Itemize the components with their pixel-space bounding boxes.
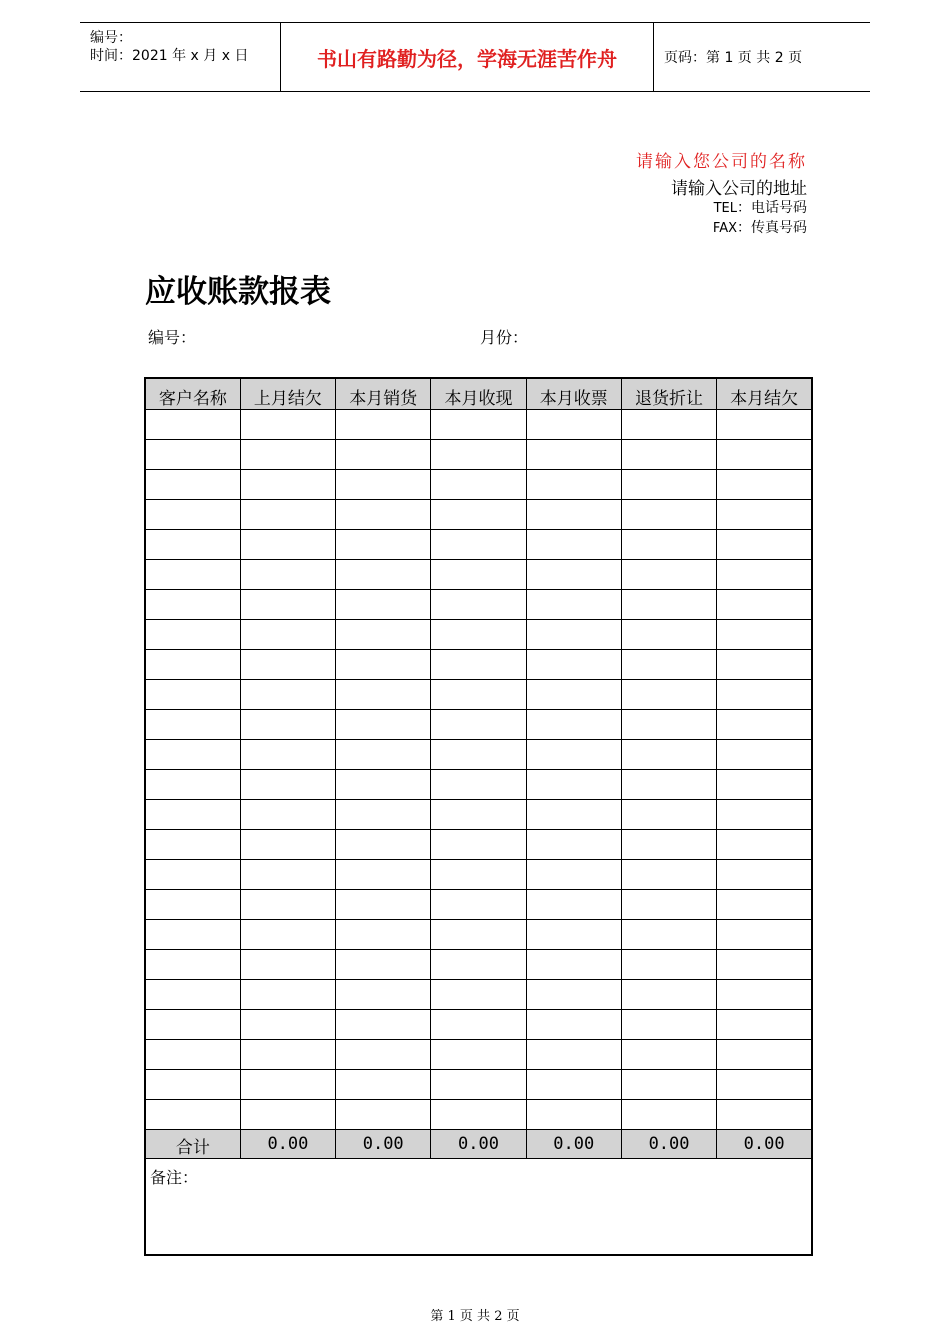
table-cell[interactable] bbox=[526, 440, 621, 470]
table-cell[interactable] bbox=[145, 1070, 240, 1100]
table-cell[interactable] bbox=[621, 860, 716, 890]
table-cell[interactable] bbox=[717, 890, 812, 920]
table-cell[interactable] bbox=[526, 1070, 621, 1100]
table-cell[interactable] bbox=[526, 1100, 621, 1130]
table-cell[interactable] bbox=[717, 1070, 812, 1100]
company-address[interactable]: 请输入公司的地址 bbox=[671, 179, 807, 199]
column-header: 本月结欠 bbox=[717, 378, 812, 410]
table-cell[interactable] bbox=[336, 1010, 431, 1040]
table-row bbox=[145, 530, 812, 560]
table-cell[interactable] bbox=[431, 950, 526, 980]
table-cell[interactable] bbox=[431, 800, 526, 830]
table-cell[interactable] bbox=[526, 530, 621, 560]
table-cell[interactable] bbox=[717, 950, 812, 980]
table-cell[interactable] bbox=[526, 740, 621, 770]
table-cell[interactable] bbox=[431, 470, 526, 500]
table-cell[interactable] bbox=[240, 680, 335, 710]
table-cell[interactable] bbox=[526, 770, 621, 800]
table-row bbox=[145, 890, 812, 920]
table-cell[interactable] bbox=[145, 650, 240, 680]
table-cell[interactable] bbox=[336, 470, 431, 500]
table-cell[interactable] bbox=[336, 650, 431, 680]
table-cell[interactable] bbox=[526, 560, 621, 590]
table-cell[interactable] bbox=[717, 530, 812, 560]
table-cell[interactable] bbox=[621, 770, 716, 800]
table-cell[interactable] bbox=[145, 440, 240, 470]
table-cell[interactable] bbox=[240, 800, 335, 830]
table-cell[interactable] bbox=[621, 1100, 716, 1130]
table-cell[interactable] bbox=[526, 890, 621, 920]
table-row bbox=[145, 950, 812, 980]
table-cell[interactable] bbox=[621, 800, 716, 830]
table-cell[interactable] bbox=[336, 560, 431, 590]
table-cell[interactable] bbox=[621, 1010, 716, 1040]
table-cell[interactable] bbox=[621, 1070, 716, 1100]
table-cell[interactable] bbox=[145, 950, 240, 980]
table-cell[interactable] bbox=[240, 500, 335, 530]
table-cell[interactable] bbox=[240, 890, 335, 920]
table-cell[interactable] bbox=[145, 530, 240, 560]
table-cell[interactable] bbox=[145, 710, 240, 740]
table-row bbox=[145, 710, 812, 740]
table-cell[interactable] bbox=[145, 500, 240, 530]
table-row bbox=[145, 650, 812, 680]
table-cell[interactable] bbox=[526, 590, 621, 620]
table-cell[interactable] bbox=[240, 770, 335, 800]
table-cell[interactable] bbox=[336, 920, 431, 950]
table-cell[interactable] bbox=[526, 830, 621, 860]
form-month-label: 月份： bbox=[480, 328, 529, 347]
table-cell[interactable] bbox=[526, 1040, 621, 1070]
table-cell[interactable] bbox=[336, 410, 431, 440]
page-footer: 第 1 页 共 2 页 bbox=[430, 1309, 520, 1324]
table-cell[interactable] bbox=[240, 830, 335, 860]
table-cell[interactable] bbox=[145, 410, 240, 440]
table-cell[interactable] bbox=[717, 770, 812, 800]
table-cell[interactable] bbox=[145, 1100, 240, 1130]
table-cell[interactable] bbox=[717, 920, 812, 950]
table-row bbox=[145, 800, 812, 830]
table-cell[interactable] bbox=[526, 620, 621, 650]
table-cell[interactable] bbox=[621, 950, 716, 980]
table-cell[interactable] bbox=[526, 860, 621, 890]
table-row bbox=[145, 980, 812, 1010]
table-cell[interactable] bbox=[621, 710, 716, 740]
table-row bbox=[145, 620, 812, 650]
table-cell[interactable] bbox=[336, 440, 431, 470]
table-cell[interactable] bbox=[526, 500, 621, 530]
total-value: 0.00 bbox=[717, 1130, 812, 1159]
table-cell[interactable] bbox=[621, 680, 716, 710]
table-cell[interactable] bbox=[526, 920, 621, 950]
table-cell[interactable] bbox=[145, 860, 240, 890]
report-title: 应收账款报表 bbox=[145, 274, 331, 310]
table-row bbox=[145, 470, 812, 500]
table-cell[interactable] bbox=[240, 1100, 335, 1130]
table-cell[interactable] bbox=[145, 920, 240, 950]
table-cell[interactable] bbox=[717, 710, 812, 740]
form-number-label: 编号： bbox=[148, 328, 197, 347]
header-motto: 书山有路勤为径，学海无涯苦作舟 bbox=[281, 23, 654, 91]
table-cell[interactable] bbox=[621, 410, 716, 440]
table-row bbox=[145, 410, 812, 440]
table-cell[interactable] bbox=[336, 740, 431, 770]
table-cell[interactable] bbox=[621, 1040, 716, 1070]
total-value: 0.00 bbox=[526, 1130, 621, 1159]
table-cell[interactable] bbox=[431, 980, 526, 1010]
table-row bbox=[145, 830, 812, 860]
table-cell[interactable] bbox=[717, 1010, 812, 1040]
table-cell[interactable] bbox=[621, 470, 716, 500]
table-cell[interactable] bbox=[336, 950, 431, 980]
table-row bbox=[145, 590, 812, 620]
table-cell[interactable] bbox=[717, 560, 812, 590]
table-cell[interactable] bbox=[431, 770, 526, 800]
table-cell[interactable] bbox=[431, 920, 526, 950]
table-cell[interactable] bbox=[621, 650, 716, 680]
table-cell[interactable] bbox=[526, 800, 621, 830]
table-cell[interactable] bbox=[145, 740, 240, 770]
table-cell[interactable] bbox=[717, 1040, 812, 1070]
table-cell[interactable] bbox=[717, 410, 812, 440]
table-cell[interactable] bbox=[526, 980, 621, 1010]
column-header: 本月销货 bbox=[336, 378, 431, 410]
table-cell[interactable] bbox=[717, 440, 812, 470]
table-cell[interactable] bbox=[240, 440, 335, 470]
table-cell[interactable] bbox=[145, 830, 240, 860]
table-cell[interactable] bbox=[145, 1010, 240, 1040]
table-cell[interactable] bbox=[431, 560, 526, 590]
table-cell[interactable] bbox=[336, 1070, 431, 1100]
table-cell[interactable] bbox=[145, 560, 240, 590]
table-cell[interactable] bbox=[240, 410, 335, 440]
table-cell[interactable] bbox=[717, 620, 812, 650]
table-cell[interactable] bbox=[240, 620, 335, 650]
table-cell[interactable] bbox=[431, 860, 526, 890]
table-cell[interactable] bbox=[431, 710, 526, 740]
table-cell[interactable] bbox=[431, 410, 526, 440]
table-row bbox=[145, 1040, 812, 1070]
company-name[interactable]: 请输入您公司的名称 bbox=[636, 152, 807, 172]
table-cell[interactable] bbox=[717, 500, 812, 530]
table-cell[interactable] bbox=[240, 1040, 335, 1070]
table-cell[interactable] bbox=[240, 740, 335, 770]
company-fax[interactable] bbox=[713, 217, 807, 237]
table-cell[interactable] bbox=[336, 1040, 431, 1070]
table-cell[interactable] bbox=[336, 680, 431, 710]
table-cell[interactable] bbox=[240, 920, 335, 950]
table-cell[interactable] bbox=[526, 950, 621, 980]
table-cell[interactable] bbox=[431, 740, 526, 770]
table-row bbox=[145, 500, 812, 530]
header-page-info: 页码：第 1 页 共 2 页 bbox=[664, 50, 803, 66]
column-header: 上月结欠 bbox=[240, 378, 335, 410]
table-cell[interactable] bbox=[621, 890, 716, 920]
total-row bbox=[145, 1130, 812, 1159]
company-tel[interactable] bbox=[714, 197, 807, 217]
column-header: 客户名称 bbox=[145, 378, 240, 410]
table-cell[interactable] bbox=[336, 710, 431, 740]
table-row bbox=[145, 1100, 812, 1130]
table-cell[interactable] bbox=[717, 830, 812, 860]
table-cell[interactable] bbox=[431, 620, 526, 650]
table-cell[interactable] bbox=[717, 1100, 812, 1130]
table-cell[interactable] bbox=[717, 590, 812, 620]
header-time-label: 时间：2021 年 x 月 x 日 bbox=[90, 48, 249, 64]
table-cell[interactable] bbox=[621, 980, 716, 1010]
total-value: 0.00 bbox=[621, 1130, 716, 1159]
table-cell[interactable] bbox=[336, 500, 431, 530]
table-cell[interactable] bbox=[336, 770, 431, 800]
table-cell[interactable] bbox=[240, 470, 335, 500]
table-body bbox=[145, 410, 812, 1256]
table-row bbox=[145, 1070, 812, 1100]
table-cell[interactable] bbox=[431, 1070, 526, 1100]
table-cell[interactable] bbox=[336, 830, 431, 860]
table-cell[interactable] bbox=[431, 1010, 526, 1040]
table-cell[interactable] bbox=[431, 440, 526, 470]
table-cell[interactable] bbox=[145, 590, 240, 620]
table-cell[interactable] bbox=[336, 890, 431, 920]
table-cell[interactable] bbox=[621, 620, 716, 650]
remarks-row bbox=[145, 1159, 812, 1256]
table-cell[interactable] bbox=[145, 470, 240, 500]
receivables-table bbox=[144, 377, 813, 1256]
table-cell[interactable] bbox=[431, 650, 526, 680]
table-cell[interactable] bbox=[336, 980, 431, 1010]
table-cell[interactable] bbox=[145, 890, 240, 920]
table-cell[interactable] bbox=[526, 650, 621, 680]
tel-label: TEL bbox=[713, 201, 737, 216]
table-cell[interactable] bbox=[336, 620, 431, 650]
table-row bbox=[145, 1010, 812, 1040]
table-cell[interactable] bbox=[621, 740, 716, 770]
table-cell[interactable] bbox=[431, 530, 526, 560]
table-cell[interactable] bbox=[240, 860, 335, 890]
table-cell[interactable] bbox=[145, 800, 240, 830]
fax-value: ：传真号码 bbox=[737, 220, 807, 236]
table-cell[interactable] bbox=[621, 440, 716, 470]
table-cell[interactable] bbox=[240, 1010, 335, 1040]
table-cell[interactable] bbox=[240, 950, 335, 980]
table-cell[interactable] bbox=[240, 980, 335, 1010]
table-cell[interactable] bbox=[621, 500, 716, 530]
column-header: 本月收票 bbox=[526, 378, 621, 410]
page-header bbox=[80, 22, 870, 92]
table-cell[interactable] bbox=[336, 800, 431, 830]
table-cell[interactable] bbox=[240, 1070, 335, 1100]
table-cell[interactable] bbox=[431, 830, 526, 860]
table-cell[interactable] bbox=[240, 650, 335, 680]
table-cell[interactable] bbox=[336, 590, 431, 620]
column-header: 退货折让 bbox=[621, 378, 716, 410]
table-header-row bbox=[145, 378, 812, 410]
table-cell[interactable] bbox=[431, 890, 526, 920]
table-cell[interactable] bbox=[526, 710, 621, 740]
header-number-label: 编号： bbox=[90, 30, 132, 46]
table-cell[interactable] bbox=[240, 560, 335, 590]
table-cell[interactable] bbox=[717, 980, 812, 1010]
table-cell[interactable] bbox=[717, 650, 812, 680]
table-cell[interactable] bbox=[621, 830, 716, 860]
total-label: 合计 bbox=[145, 1130, 240, 1159]
table-cell[interactable] bbox=[717, 740, 812, 770]
table-row bbox=[145, 770, 812, 800]
table-cell[interactable] bbox=[526, 470, 621, 500]
fax-label: FAX bbox=[712, 221, 737, 236]
table-cell[interactable] bbox=[717, 680, 812, 710]
table-cell[interactable] bbox=[431, 1040, 526, 1070]
header-meta-cell bbox=[80, 23, 281, 91]
total-value: 0.00 bbox=[240, 1130, 335, 1159]
table-row bbox=[145, 560, 812, 590]
table-cell[interactable] bbox=[145, 620, 240, 650]
table-cell[interactable] bbox=[621, 530, 716, 560]
table-row bbox=[145, 860, 812, 890]
table-row bbox=[145, 920, 812, 950]
table-cell[interactable] bbox=[526, 410, 621, 440]
total-value: 0.00 bbox=[336, 1130, 431, 1159]
table-cell[interactable] bbox=[621, 560, 716, 590]
total-value: 0.00 bbox=[431, 1130, 526, 1159]
table-cell[interactable] bbox=[621, 920, 716, 950]
table-row bbox=[145, 740, 812, 770]
table-row bbox=[145, 440, 812, 470]
tel-value: ：电话号码 bbox=[737, 200, 807, 216]
table-cell[interactable] bbox=[526, 680, 621, 710]
table-cell[interactable] bbox=[431, 1100, 526, 1130]
table-cell[interactable] bbox=[431, 590, 526, 620]
remarks-field[interactable]: 备注： bbox=[145, 1159, 812, 1256]
table-cell[interactable] bbox=[336, 860, 431, 890]
table-cell[interactable] bbox=[336, 530, 431, 560]
table-cell[interactable] bbox=[526, 1010, 621, 1040]
table-cell[interactable] bbox=[717, 860, 812, 890]
table-cell[interactable] bbox=[145, 770, 240, 800]
table-cell[interactable] bbox=[431, 680, 526, 710]
table-cell[interactable] bbox=[431, 500, 526, 530]
table-cell[interactable] bbox=[336, 1100, 431, 1130]
table-cell[interactable] bbox=[240, 590, 335, 620]
table-cell[interactable] bbox=[145, 1040, 240, 1070]
table-cell[interactable] bbox=[717, 800, 812, 830]
table-cell[interactable] bbox=[145, 680, 240, 710]
table-cell[interactable] bbox=[717, 470, 812, 500]
table-cell[interactable] bbox=[621, 590, 716, 620]
table-cell[interactable] bbox=[145, 980, 240, 1010]
table-cell[interactable] bbox=[240, 530, 335, 560]
column-header: 本月收现 bbox=[431, 378, 526, 410]
table-cell[interactable] bbox=[240, 710, 335, 740]
table-row bbox=[145, 680, 812, 710]
